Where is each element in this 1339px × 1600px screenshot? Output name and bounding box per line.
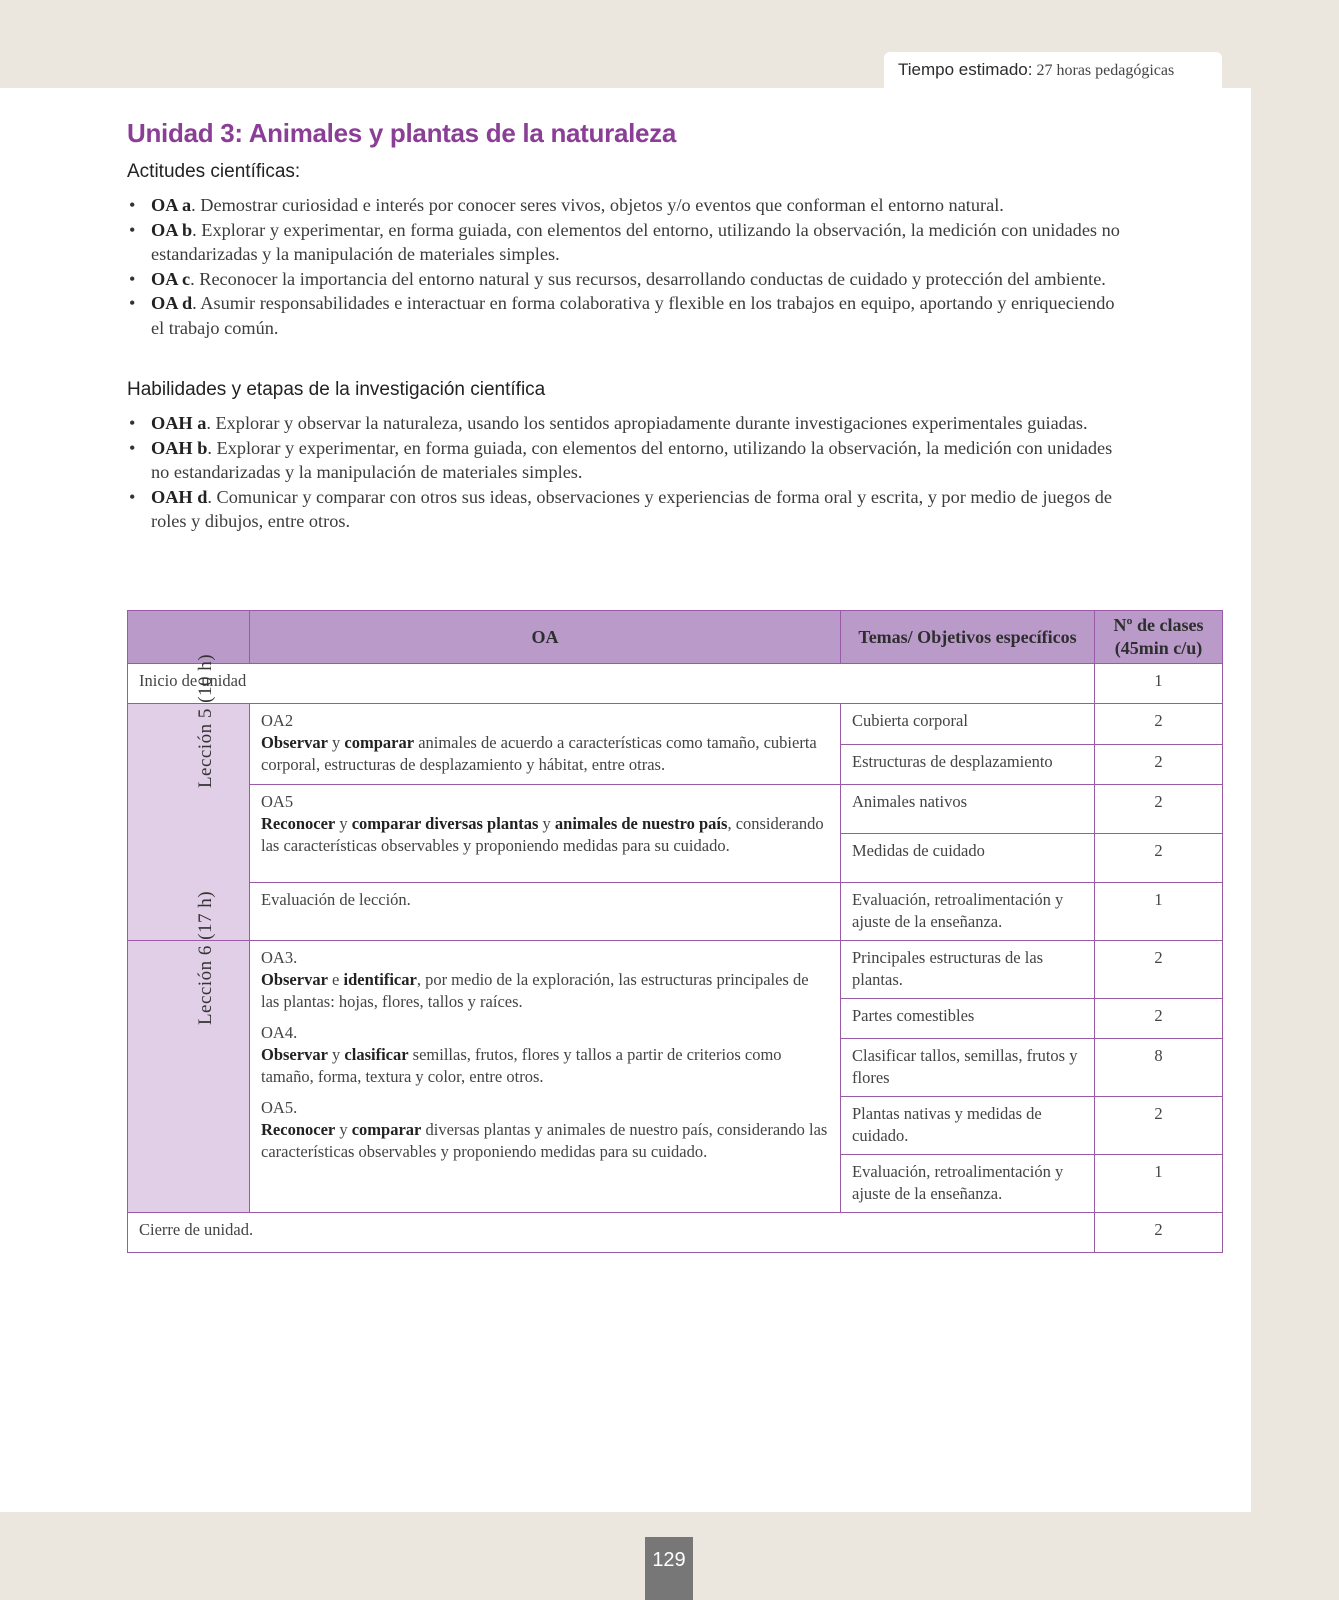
oa-verb: comparar [351, 1120, 422, 1139]
oa-code: OA3. [261, 948, 298, 967]
oa-text: considerando las características observables y proponiendo medidas para su cuidado. [261, 814, 824, 855]
classes-cell: 2 [1095, 745, 1223, 785]
topic-cell: Principales estructuras de las plantas. [841, 941, 1095, 999]
header-oa: OA [250, 611, 841, 664]
item-text: . Explorar y observar la naturaleza, usando los sentidos apropiadamente durante investigaciones experimentales guiadas. [206, 413, 1088, 433]
end-label: Cierre de unidad. [128, 1213, 1095, 1253]
oa-code: OA5. [261, 1098, 298, 1117]
start-classes: 1 [1095, 664, 1223, 704]
table-row [128, 785, 1223, 834]
oa-verb: identificar [343, 970, 417, 989]
oa-verb: Reconocer [261, 814, 336, 833]
classes-cell: 8 [1095, 1039, 1223, 1097]
topic-cell: Estructuras de desplazamiento [841, 745, 1095, 785]
oa-text: diversas plantas y animales de nuestro país, considerando las características observables y proponiendo medidas para su cuidado. [261, 1120, 828, 1161]
topic-cell: Animales nativos [841, 785, 1095, 834]
estimated-time-value: 27 horas pedagógicas [1036, 62, 1175, 79]
lesson-6-label: Lección 6 (17 h) [195, 890, 217, 1026]
topic-cell: Clasificar tallos, semillas, frutos y flores [841, 1039, 1095, 1097]
oa-text: e [327, 970, 344, 989]
skills-heading: Habilidades y etapas de la investigación científica [127, 379, 546, 400]
oa-text: y [538, 814, 555, 833]
header-empty-cell [128, 611, 250, 664]
item-text: . Explorar y experimentar, en forma guiada, con elementos del entorno, utilizando la observación, la medición con unidades no estandarizadas y la manipulación de materiales simples. [151, 219, 1120, 264]
end-classes: 2 [1095, 1213, 1223, 1253]
item-code: OAH a [151, 413, 207, 433]
oa-description [261, 732, 829, 776]
list-item [127, 291, 1127, 340]
oa-description [261, 813, 829, 857]
oa-verb: Observar [261, 1045, 328, 1064]
item-code: OAH b [151, 437, 208, 458]
skills-list [127, 411, 1127, 534]
oa-description [261, 1119, 829, 1163]
table-row [128, 941, 1223, 999]
oa-text: y [335, 814, 352, 833]
oa-text: semillas, frutos, flores y tallos a partir de criterios como tamaño, forma, textura y color, entre otros. [261, 1045, 782, 1086]
unit-title: Unidad 3: Animales y plantas de la naturaleza [127, 118, 677, 148]
oa-text: , por medio de la exploración, las estructuras principales de las plantas: hojas, flores, tallos y raíces. [261, 970, 809, 1011]
lesson6-oa-cell [250, 941, 841, 1213]
oa-verb: animales de nuestro país [554, 814, 728, 833]
list-item [127, 411, 1127, 436]
oa-text: , [727, 814, 732, 833]
classes-cell: 2 [1095, 999, 1223, 1039]
topic-cell: Evaluación, retroalimentación y ajuste de la enseñanza. [841, 883, 1095, 941]
item-code: OAH d [151, 486, 208, 507]
list-item [127, 267, 1127, 292]
oa-description [261, 969, 829, 1013]
classes-cell: 1 [1095, 883, 1223, 941]
oa-verb: Observar [261, 733, 328, 752]
list-item [127, 193, 1127, 218]
item-code: OA b [151, 219, 193, 240]
item-code: OA a [151, 195, 192, 215]
list-item [127, 485, 1127, 534]
item-code: OA c [151, 268, 191, 289]
attitudes-heading: Actitudes científicas: [127, 161, 301, 182]
lesson5-oa2-cell [250, 704, 841, 785]
oa-text: animales de acuerdo a características como tamaño, cubierta corporal, estructuras de desplazamiento y hábitat, entre otras. [261, 733, 817, 774]
page-number: 129 [645, 1537, 693, 1600]
oa-text: y [327, 733, 345, 752]
oa-text: y [335, 1120, 352, 1139]
oa-verb: clasificar [344, 1045, 409, 1064]
header-classes: Nº de clases (45min c/u) [1095, 611, 1223, 664]
lesson5-evaluation: Evaluación de lección. [250, 883, 841, 941]
item-text: . Explorar y experimentar, en forma guiada, con elementos del entorno, utilizando la observación, la medición con unidades no estandarizadas y la manipulación de materiales simples. [151, 437, 1113, 482]
topic-cell: Evaluación, retroalimentación y ajuste de la enseñanza. [841, 1155, 1095, 1213]
lesson5-oa5-cell [250, 785, 841, 883]
topic-cell: Partes comestibles [841, 999, 1095, 1039]
list-item [127, 218, 1127, 267]
oa-verb: Reconocer [261, 1120, 336, 1139]
estimated-time-label: Tiempo estimado: [898, 60, 1033, 79]
oa-text: y [327, 1045, 345, 1064]
lesson-5-label: Lección 5 (10 h) [195, 653, 217, 789]
planning-table [127, 610, 1223, 1253]
topic-cell: Cubierta corporal [841, 704, 1095, 745]
table-row [128, 664, 1223, 704]
classes-cell: 1 [1095, 1155, 1223, 1213]
oa-verb: comparar [344, 733, 415, 752]
item-text: . Demostrar curiosidad e interés por conocer seres vivos, objetos y/o eventos que conforman el entorno natural. [191, 195, 1004, 215]
lesson-6-label-cell [128, 890, 250, 1213]
classes-cell: 2 [1095, 785, 1223, 834]
oa-description [261, 1044, 829, 1088]
table-row [128, 704, 1223, 745]
oa-code: OA5 [261, 792, 294, 811]
item-text: . Reconocer la importancia del entorno natural y sus recursos, desarrollando conductas de cuidado y protección del ambiente. [190, 268, 1106, 289]
classes-cell: 2 [1095, 941, 1223, 999]
header-topics: Temas/ Objetivos específicos [841, 611, 1095, 664]
start-label: Inicio de unidad [128, 664, 1095, 704]
list-item [127, 436, 1127, 485]
classes-cell: 2 [1095, 834, 1223, 883]
table-row [128, 1213, 1223, 1253]
topic-cell: Medidas de cuidado [841, 834, 1095, 883]
classes-cell: 2 [1095, 1097, 1223, 1155]
table-row [128, 883, 1223, 941]
page-sheet [0, 88, 1251, 1512]
oa-code: OA4. [261, 1023, 298, 1042]
item-text: . Comunicar y comparar con otros sus ideas, observaciones y experiencias de forma oral y escrita, y por medio de juegos de roles y dibujos, entre otros. [151, 486, 1113, 531]
oa-verb: Observar [261, 970, 328, 989]
oa-code: OA2 [261, 711, 294, 730]
estimated-time-tab [884, 52, 1222, 88]
table-header-row [128, 611, 1223, 664]
attitudes-list [127, 193, 1127, 340]
oa-verb: comparar diversas plantas [351, 814, 539, 833]
topic-cell: Plantas nativas y medidas de cuidado. [841, 1097, 1095, 1155]
classes-cell: 2 [1095, 704, 1223, 745]
item-code: OA d [151, 293, 193, 313]
item-text: . Asumir responsabilidades e interactuar en forma colaborativa y flexible en los trabajos en equipo, aportando y enriqueciendo el trabajo común. [151, 293, 1115, 338]
